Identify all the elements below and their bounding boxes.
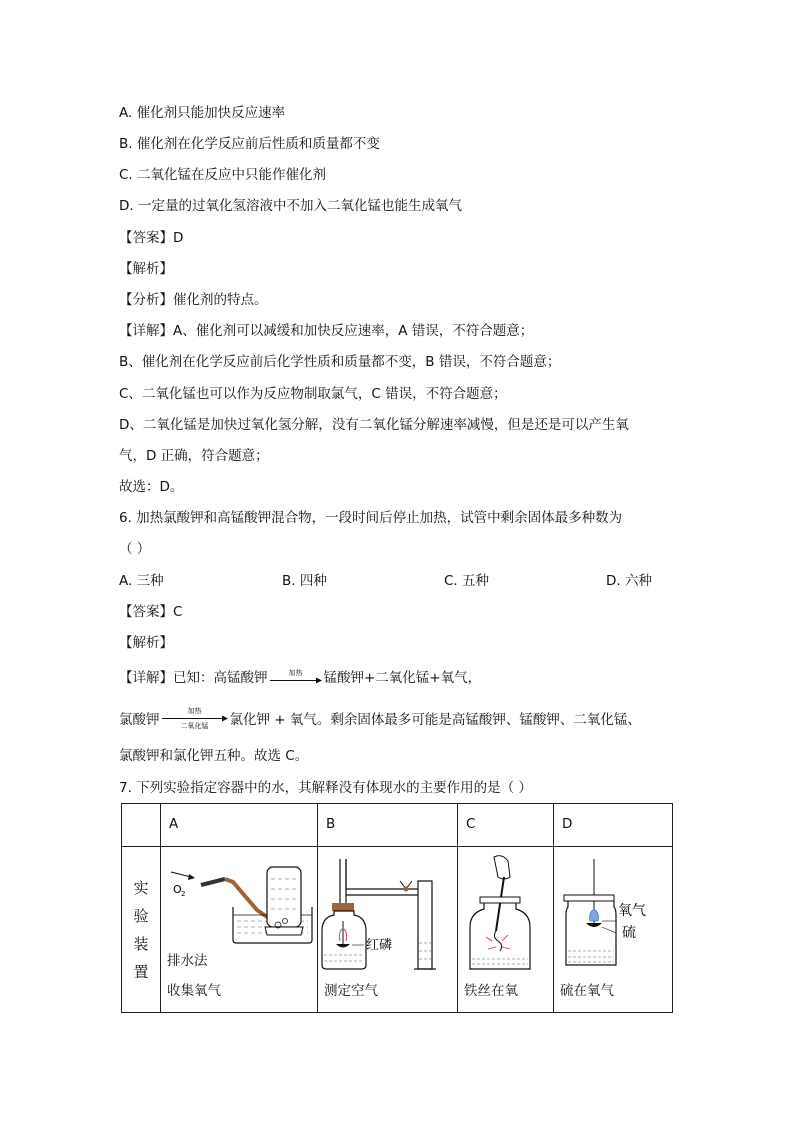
header-cell-d xyxy=(554,804,673,847)
q6-option-d: D. 六种 xyxy=(606,573,652,589)
q5-option-a: A. 催化剂只能加快反应速率 xyxy=(119,105,286,121)
caption-a-line2: 收集氧气 xyxy=(167,983,221,999)
sulfur-combustion-diagram xyxy=(554,851,672,976)
caption-c: 铁丝在氧 xyxy=(464,983,518,999)
q7-stem: 7. 下列实验指定容器中的水，其解释没有体现水的主要作用的是（ ） xyxy=(119,780,532,796)
caption-a-line1: 排水法 xyxy=(167,953,208,969)
reaction2-products: 氯化钾 + 氧气 xyxy=(229,712,317,728)
oxygen-label: 氧气 xyxy=(618,903,646,919)
row-label-char: 验 xyxy=(133,906,149,925)
header-c: C xyxy=(466,816,476,832)
water-collection-apparatus-diagram xyxy=(161,855,317,955)
q5-detail-b: B、催化剂在化学反应前后化学性质和质量都不变，B 错误，不符合题意； xyxy=(119,354,561,370)
caption-d: 硫在氧气 xyxy=(560,983,614,999)
reaction-arrow xyxy=(270,669,322,684)
q5-conclusion: 故选：D。 xyxy=(119,479,184,495)
arrow-condition-bottom: 二氧化锰 xyxy=(180,721,209,730)
q6-analysis-label: 【解析】 xyxy=(119,635,173,651)
row-label xyxy=(122,847,161,1013)
q5-fenxi: 【分析】催化剂的特点。 xyxy=(119,292,268,308)
apparatus-row xyxy=(122,847,673,1013)
header-empty-cell xyxy=(122,804,161,847)
gas-subscript: 2 xyxy=(181,890,186,898)
reaction2-reactant: 氯酸钾 xyxy=(119,712,160,728)
q6-stem: 6. 加热氯酸钾和高锰酸钾混合物，一段时间后停止加热，试管中剩余固体最多种数为 xyxy=(119,510,623,526)
header-cell-a xyxy=(161,804,318,847)
header-cell-c xyxy=(458,804,554,847)
row-label-char: 置 xyxy=(133,962,149,981)
q6-option-b: B. 四种 xyxy=(282,573,327,589)
q5-answer: 【答案】D xyxy=(119,230,184,246)
q5-detail-a: 【详解】A、催化剂可以减缓和加快反应速率，A 错误，不符合题意； xyxy=(119,323,534,339)
iron-wire-combustion-diagram xyxy=(458,851,553,976)
q6-option-c: C. 五种 xyxy=(444,573,490,589)
reaction2-tail: 。剩余固体最多可能是高锰酸钾、锰酸钾、二氧化锰、 xyxy=(316,712,641,728)
q6-answer: 【答案】C xyxy=(119,604,183,620)
row-label-char: 装 xyxy=(133,934,149,953)
header-d: D xyxy=(562,816,573,832)
q6-blank: （ ） xyxy=(119,541,151,557)
cell-c xyxy=(458,847,554,1013)
q5-detail-c: C、二氧化锰也可以作为反应物制取氯气，C 错误，不符合题意； xyxy=(119,386,507,402)
q6-tail-line: 氯酸钾和氯化钾五种。故选 C。 xyxy=(119,748,309,764)
q6-reaction-1 xyxy=(119,666,481,690)
header-cell-b xyxy=(318,804,458,847)
cell-d xyxy=(554,847,673,1013)
reaction-arrow xyxy=(162,707,228,730)
header-b: B xyxy=(326,816,336,832)
q5-analysis-label: 【解析】 xyxy=(119,261,173,277)
q5-option-c: C. 二氧化锰在反应中只能作催化剂 xyxy=(119,167,327,183)
cell-b xyxy=(318,847,458,1013)
header-a: A xyxy=(169,816,179,832)
table-header-row xyxy=(122,804,673,847)
reaction1-prefix: 【详解】已知：高锰酸钾 xyxy=(119,670,268,686)
q5-option-b: B. 催化剂在化学反应前后性质和质量都不变 xyxy=(119,136,380,152)
q5-detail-d-cont: 气，D 正确，符合题意； xyxy=(119,448,269,464)
arrow-icon xyxy=(162,715,228,722)
air-measurement-apparatus-diagram xyxy=(318,851,457,976)
q6-reaction-2 xyxy=(119,708,641,732)
q5-detail-d: D、二氧化锰是加快过氧化氢分解，没有二氧化锰分解速率减慢，但是还是可以产生氧 xyxy=(119,417,629,433)
q5-option-d: D. 一定量的过氧化氢溶液中不加入二氧化锰也能生成氧气 xyxy=(119,198,462,214)
row-label-char: 实 xyxy=(133,878,149,897)
reaction1-products: 锰酸钾+二氧化锰+氧气， xyxy=(323,670,482,686)
arrow-condition: 加热 xyxy=(288,668,303,677)
sulfur-label: 硫 xyxy=(622,925,636,941)
q6-option-a: A. 三种 xyxy=(119,573,164,589)
arrow-condition-top: 加热 xyxy=(187,706,202,715)
arrow-icon xyxy=(270,677,322,684)
gas-label: O xyxy=(173,883,182,896)
cell-a xyxy=(161,847,318,1013)
experiment-table xyxy=(121,803,673,1013)
red-phosphorus-label: 红磷 xyxy=(366,938,393,953)
caption-b: 测定空气 xyxy=(324,983,378,999)
